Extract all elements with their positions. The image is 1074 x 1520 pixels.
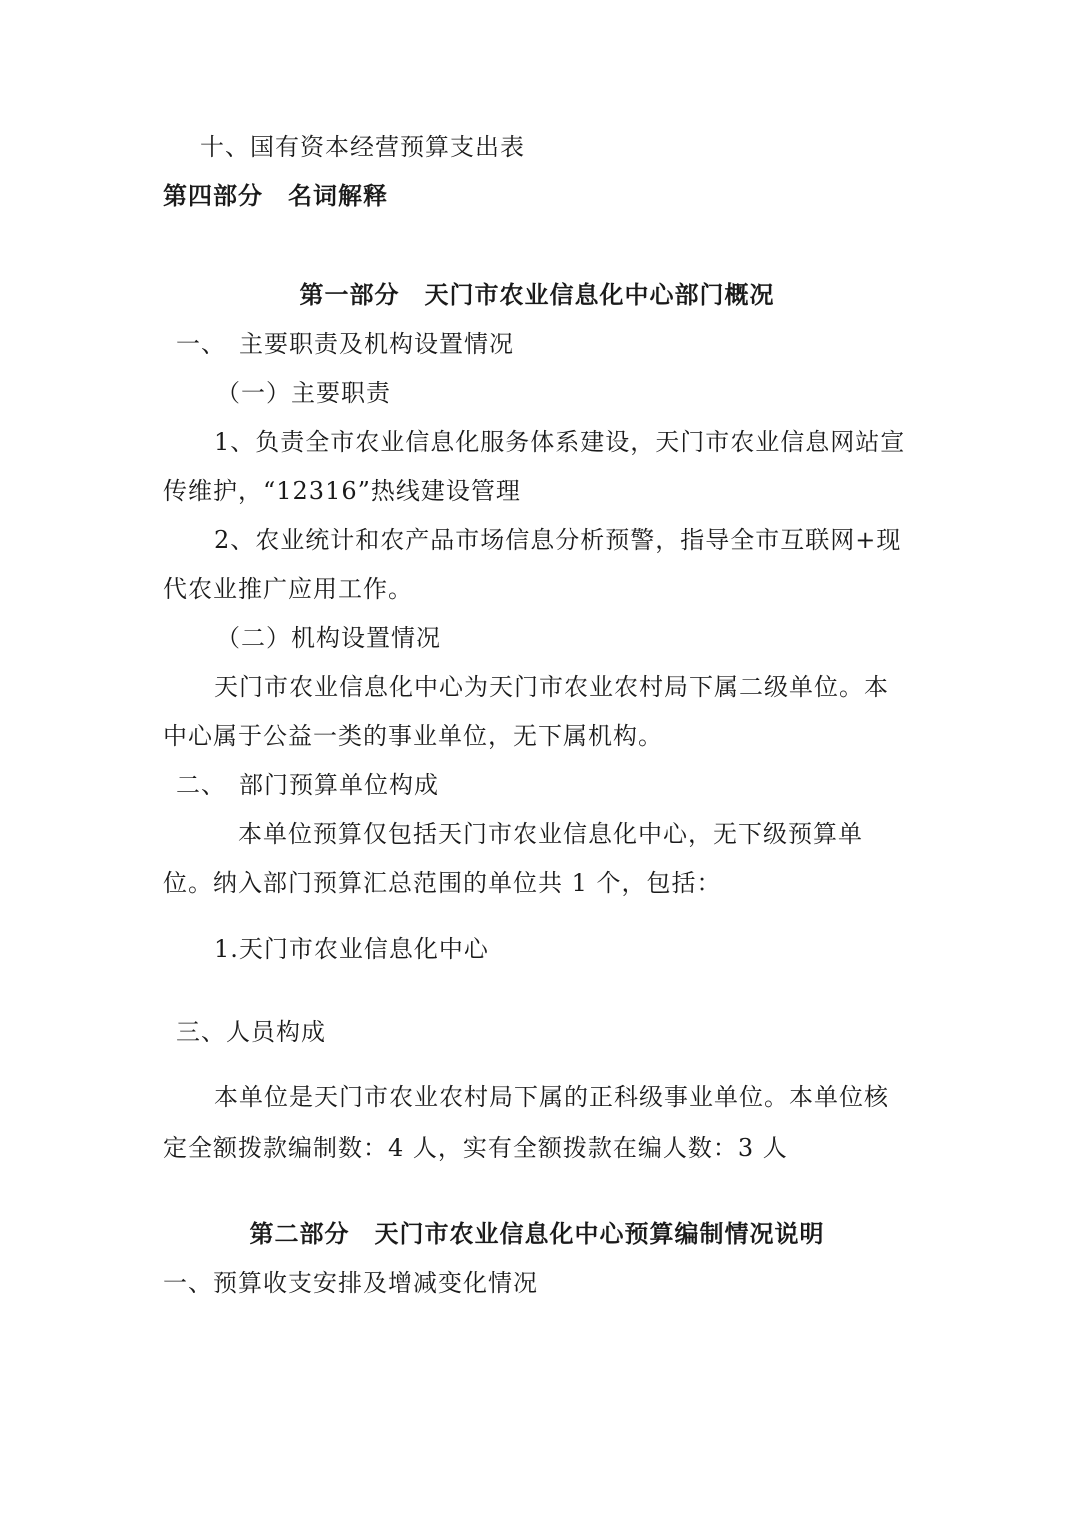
part2-title: 第二部分 天门市农业信息化中心预算编制情况说明: [249, 1219, 825, 1248]
duty-2-line-2: 代农业推广应用工作。: [163, 575, 413, 603]
part1-title: 第一部分 天门市农业信息化中心部门概况: [299, 280, 775, 309]
section1-heading: 一、 主要职责及机构设置情况: [176, 330, 514, 358]
section3-heading: 三、人员构成: [176, 1018, 326, 1046]
toc-item-10: 十、国有资本经营预算支出表: [200, 133, 525, 161]
part2-section1-heading: 一、预算收支安排及增减变化情况: [163, 1269, 538, 1297]
toc-part4-heading: 第四部分 名词解释: [163, 181, 388, 210]
staffing-line-1: 本单位是天门市农业农村局下属的正科级事业单位。本单位核: [214, 1083, 889, 1111]
duty-1-line-1: 1、负责全市农业信息化服务体系建设，天门市农业信息网站宣: [214, 428, 906, 456]
duties-subheading: （一）主要职责: [216, 379, 391, 407]
budget-units-line-2: 位。纳入部门预算汇总范围的单位共 1 个，包括：: [163, 869, 722, 897]
org-setup-subheading: （二）机构设置情况: [216, 624, 441, 652]
duty-2-line-1: 2、农业统计和农产品市场信息分析预警，指导全市互联网+现: [214, 526, 902, 554]
org-setup-line-2: 中心属于公益一类的事业单位，无下属机构。: [163, 722, 663, 750]
budget-unit-item: 1.天门市农业信息化中心: [214, 935, 489, 963]
duty-1-line-2: 传维护，“12316”热线建设管理: [163, 477, 521, 505]
section2-heading: 二、 部门预算单位构成: [176, 771, 439, 799]
budget-units-line-1: 本单位预算仅包括天门市农业信息化中心，无下级预算单: [238, 820, 863, 848]
org-setup-line-1: 天门市农业信息化中心为天门市农业农村局下属二级单位。本: [214, 673, 889, 701]
staffing-line-2: 定全额拨款编制数：4 人，实有全额拨款在编人数：3 人: [163, 1134, 788, 1162]
